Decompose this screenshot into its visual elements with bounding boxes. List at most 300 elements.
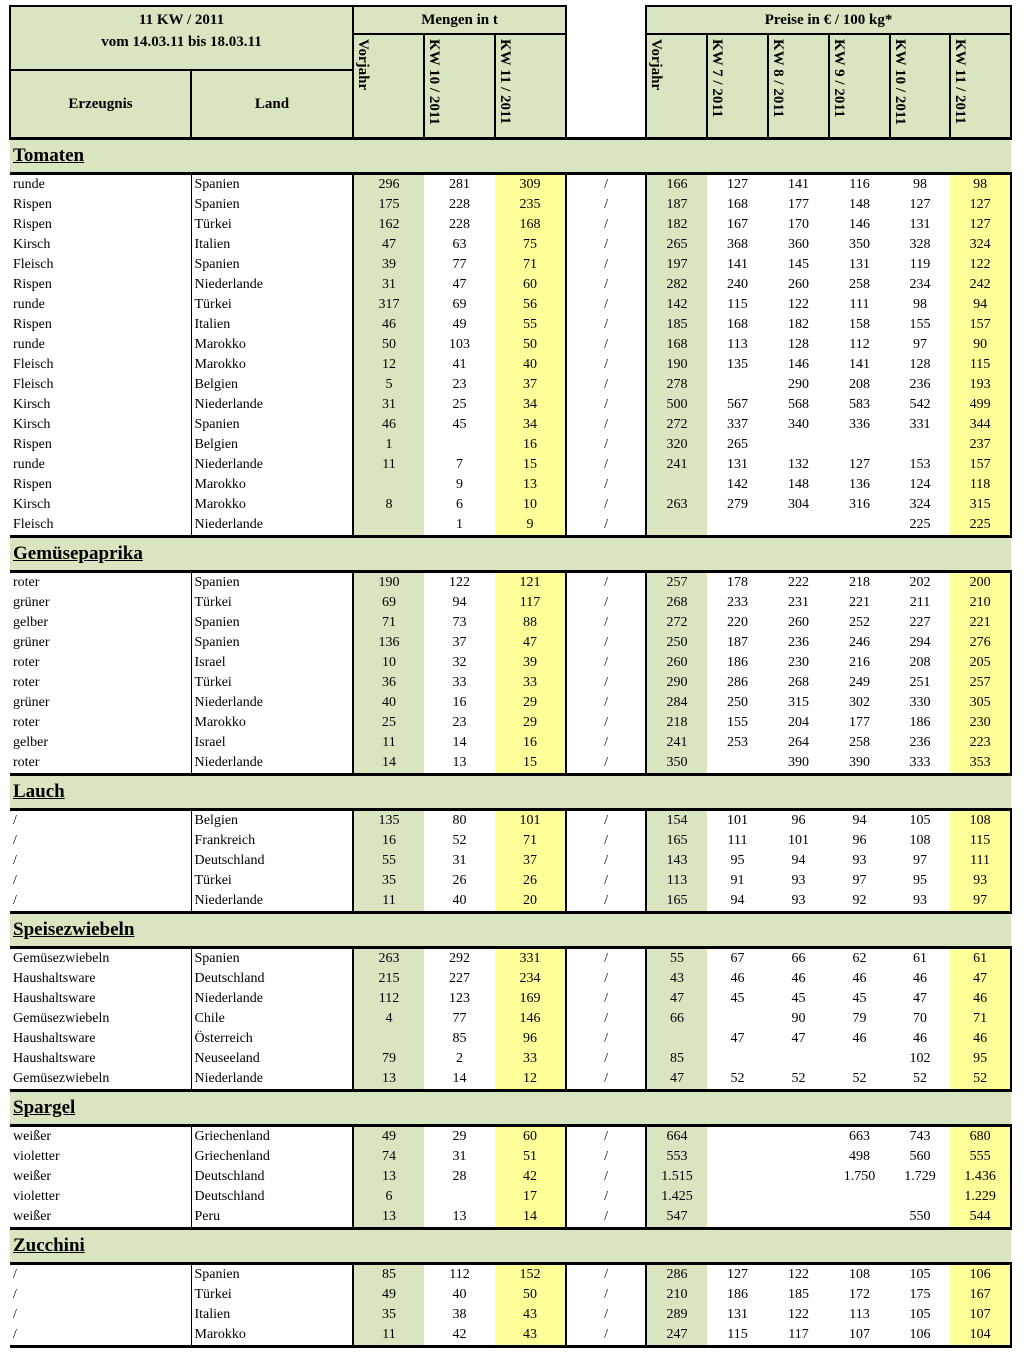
cell-preis-kw8: 132 [768, 455, 829, 475]
cell-preis-kw11: 205 [950, 653, 1011, 673]
cell-preis-vorjahr: 43 [646, 969, 707, 989]
cell-preis-kw11: 242 [950, 275, 1011, 295]
cell-menge-kw11: 50 [495, 335, 566, 355]
cell-preis-kw9: 92 [829, 891, 890, 913]
cell-menge-kw10: 63 [424, 235, 495, 255]
cell-preis-kw8: 52 [768, 1069, 829, 1091]
cell-land: Frankreich [191, 831, 353, 851]
cell-preis-kw7: 253 [707, 733, 768, 753]
cell-preis-vorjahr: 182 [646, 215, 707, 235]
cell-menge-vorjahr: 12 [353, 355, 424, 375]
table-row [10, 1147, 1011, 1167]
cell-menge-kw11: 101 [495, 810, 566, 832]
cell-menge-vorjahr: 190 [353, 572, 424, 594]
table-row [10, 295, 1011, 315]
cell-preis-kw7: 95 [707, 851, 768, 871]
mengen-col-vorjahr: Vorjahr [355, 39, 372, 91]
cell-erzeugnis: Gemüsezwiebeln [13, 1071, 110, 1086]
cell-erzeugnis: violetter [13, 1149, 60, 1164]
cell-menge-kw10: 52 [424, 831, 495, 851]
table-row [10, 195, 1011, 215]
cell-menge-vorjahr: 50 [353, 335, 424, 355]
cell-menge-vorjahr [353, 515, 424, 537]
cell-menge-kw10: 227 [424, 969, 495, 989]
preise-col-kw11: KW 11 / 2011 [952, 39, 969, 125]
cell-erzeugnis: grüner [13, 595, 50, 610]
cell-groesse: / [566, 831, 646, 851]
cell-land: Marokko [191, 713, 353, 733]
cell-menge-vorjahr: 85 [353, 1264, 424, 1286]
cell-preis-kw10: 97 [890, 335, 950, 355]
cell-preis-kw11: 167 [950, 1285, 1011, 1305]
cell-menge-vorjahr: 35 [353, 1305, 424, 1325]
cell-groesse: / [566, 753, 646, 775]
cell-preis-kw11: 157 [950, 455, 1011, 475]
cell-land: Niederlande [191, 395, 353, 415]
cell-preis-kw9: 111 [829, 295, 890, 315]
cell-preis-kw11: 111 [950, 851, 1011, 871]
cell-menge-vorjahr: 14 [353, 753, 424, 775]
cell-preis-kw11: 157 [950, 315, 1011, 335]
cell-menge-kw10: 9 [424, 475, 495, 495]
cell-preis-kw10: 155 [890, 315, 950, 335]
cell-preis-vorjahr: 1.515 [646, 1167, 707, 1187]
cell-preis-kw8: 260 [768, 613, 829, 633]
cell-erzeugnis: / [13, 893, 17, 908]
cell-menge-kw11: 75 [495, 235, 566, 255]
cell-preis-kw7: 52 [707, 1069, 768, 1091]
table-row [10, 891, 1011, 913]
table-row [10, 355, 1011, 375]
cell-preis-kw10: 46 [890, 1029, 950, 1049]
table-row [10, 215, 1011, 235]
cell-menge-kw10: 47 [424, 275, 495, 295]
cell-menge-kw10: 32 [424, 653, 495, 673]
cell-preis-kw7: 131 [707, 1305, 768, 1325]
cell-groesse: / [566, 275, 646, 295]
cell-menge-kw10: 28 [424, 1167, 495, 1187]
cell-land: Niederlande [191, 753, 353, 775]
cell-menge-kw11: 96 [495, 1029, 566, 1049]
cell-menge-kw11: 146 [495, 1009, 566, 1029]
cell-menge-vorjahr: 13 [353, 1069, 424, 1091]
cell-preis-kw9: 141 [829, 355, 890, 375]
cell-preis-kw10: 97 [890, 851, 950, 871]
cell-preis-kw10: 550 [890, 1207, 950, 1229]
cell-preis-kw11: 107 [950, 1305, 1011, 1325]
cell-erzeugnis: Rispen [13, 317, 52, 332]
cell-preis-vorjahr: 165 [646, 891, 707, 913]
cell-preis-kw9: 131 [829, 255, 890, 275]
cell-menge-vorjahr: 31 [353, 275, 424, 295]
cell-preis-kw8: 568 [768, 395, 829, 415]
cell-menge-vorjahr: 39 [353, 255, 424, 275]
cell-menge-kw10: 37 [424, 633, 495, 653]
cell-groesse: / [566, 572, 646, 594]
cell-land: Israel [191, 733, 353, 753]
cell-erzeugnis: Haushaltsware [13, 1031, 96, 1046]
cell-land: Belgien [191, 375, 353, 395]
cell-menge-kw10: 123 [424, 989, 495, 1009]
cell-erzeugnis: violetter [13, 1189, 60, 1204]
cell-preis-kw7: 142 [707, 475, 768, 495]
cell-preis-kw9: 663 [829, 1126, 890, 1148]
cell-menge-kw11: 168 [495, 215, 566, 235]
cell-preis-kw9: 208 [829, 375, 890, 395]
cell-groesse: / [566, 1029, 646, 1049]
cell-groesse: / [566, 415, 646, 435]
cell-groesse: / [566, 891, 646, 913]
table-row [10, 1207, 1011, 1229]
cell-preis-kw7: 91 [707, 871, 768, 891]
cell-preis-kw11: 223 [950, 733, 1011, 753]
cell-erzeugnis: / [13, 1307, 17, 1322]
cell-groesse: / [566, 989, 646, 1009]
cell-preis-kw9: 249 [829, 673, 890, 693]
cell-erzeugnis: Rispen [13, 217, 52, 232]
cell-preis-kw7: 286 [707, 673, 768, 693]
cell-land: Marokko [191, 495, 353, 515]
cell-preis-kw10: 236 [890, 375, 950, 395]
cell-preis-kw9: 177 [829, 713, 890, 733]
cell-menge-vorjahr: 11 [353, 455, 424, 475]
cell-menge-vorjahr: 49 [353, 1126, 424, 1148]
cell-preis-kw11: 210 [950, 593, 1011, 613]
cell-menge-kw11: 56 [495, 295, 566, 315]
cell-erzeugnis: / [13, 1327, 17, 1342]
section-spargel [10, 1091, 1011, 1229]
cell-menge-vorjahr: 46 [353, 315, 424, 335]
cell-menge-kw11: 10 [495, 495, 566, 515]
cell-land: Spanien [191, 613, 353, 633]
report-date-range: vom 14.03.11 bis 18.03.11 [10, 34, 353, 70]
table-row [10, 753, 1011, 775]
cell-menge-kw11: 29 [495, 693, 566, 713]
cell-menge-kw11: 13 [495, 475, 566, 495]
cell-groesse: / [566, 335, 646, 355]
table-row [10, 275, 1011, 295]
cell-preis-kw10 [890, 435, 950, 455]
cell-menge-kw11: 20 [495, 891, 566, 913]
cell-land: Österreich [191, 1029, 353, 1049]
cell-preis-kw10: 102 [890, 1049, 950, 1069]
cell-land: Spanien [191, 1264, 353, 1286]
cell-preis-kw9: 218 [829, 572, 890, 594]
cell-preis-kw9: 336 [829, 415, 890, 435]
cell-menge-kw10: 31 [424, 1147, 495, 1167]
cell-preis-kw7: 155 [707, 713, 768, 733]
cell-menge-vorjahr: 47 [353, 235, 424, 255]
cell-preis-kw8: 93 [768, 891, 829, 913]
cell-preis-kw7: 337 [707, 415, 768, 435]
cell-preis-kw11: 46 [950, 989, 1011, 1009]
cell-preis-kw9: 158 [829, 315, 890, 335]
cell-menge-kw10: 25 [424, 395, 495, 415]
cell-preis-kw9: 390 [829, 753, 890, 775]
cell-preis-kw10: 251 [890, 673, 950, 693]
cell-preis-vorjahr: 47 [646, 1069, 707, 1091]
cell-preis-kw10: 61 [890, 948, 950, 970]
cell-preis-kw9: 302 [829, 693, 890, 713]
cell-preis-kw9: 93 [829, 851, 890, 871]
cell-menge-kw11: 33 [495, 673, 566, 693]
cell-preis-kw9: 79 [829, 1009, 890, 1029]
cell-preis-vorjahr: 66 [646, 1009, 707, 1029]
cell-erzeugnis: / [13, 1287, 17, 1302]
cell-menge-kw10: 31 [424, 851, 495, 871]
cell-preis-kw10: 128 [890, 355, 950, 375]
cell-groesse: / [566, 948, 646, 970]
cell-preis-kw10: 175 [890, 1285, 950, 1305]
cell-menge-kw10: 103 [424, 335, 495, 355]
cell-menge-kw10: 85 [424, 1029, 495, 1049]
table-row [10, 415, 1011, 435]
cell-preis-kw8 [768, 1147, 829, 1167]
cell-land: Spanien [191, 174, 353, 196]
cell-preis-kw10: 1.729 [890, 1167, 950, 1187]
cell-preis-kw11: 122 [950, 255, 1011, 275]
section-title: Lauch [10, 775, 1011, 810]
cell-menge-vorjahr: 135 [353, 810, 424, 832]
cell-preis-kw11: 98 [950, 174, 1011, 196]
cell-preis-kw9: 1.750 [829, 1167, 890, 1187]
cell-erzeugnis: runde [13, 297, 45, 312]
cell-menge-kw10: 77 [424, 255, 495, 275]
cell-menge-kw11: 34 [495, 415, 566, 435]
cell-groesse: / [566, 1305, 646, 1325]
cell-menge-kw11: 16 [495, 435, 566, 455]
cell-preis-vorjahr: 1.425 [646, 1187, 707, 1207]
table-header [10, 6, 1011, 139]
cell-preis-kw11: 104 [950, 1325, 1011, 1347]
cell-preis-kw8: 128 [768, 335, 829, 355]
cell-land: Türkei [191, 593, 353, 613]
cell-erzeugnis: / [13, 873, 17, 888]
cell-preis-kw10: 95 [890, 871, 950, 891]
cell-preis-kw8: 260 [768, 275, 829, 295]
table-row [10, 395, 1011, 415]
cell-menge-kw10 [424, 435, 495, 455]
cell-preis-kw10: 236 [890, 733, 950, 753]
cell-menge-kw10: 6 [424, 495, 495, 515]
cell-preis-kw11: 544 [950, 1207, 1011, 1229]
cell-menge-vorjahr: 175 [353, 195, 424, 215]
cell-preis-vorjahr: 290 [646, 673, 707, 693]
cell-preis-kw11: 305 [950, 693, 1011, 713]
cell-preis-kw8 [768, 515, 829, 537]
cell-menge-kw11: 60 [495, 275, 566, 295]
cell-menge-kw10: 14 [424, 1069, 495, 1091]
cell-preis-kw9 [829, 1207, 890, 1229]
cell-land: Spanien [191, 572, 353, 594]
cell-preis-kw11: 230 [950, 713, 1011, 733]
table-row [10, 633, 1011, 653]
cell-groesse: / [566, 515, 646, 537]
cell-erzeugnis: Haushaltsware [13, 991, 96, 1006]
cell-preis-kw11: 324 [950, 235, 1011, 255]
cell-menge-kw11: 43 [495, 1325, 566, 1347]
cell-preis-kw11: 115 [950, 355, 1011, 375]
table-row [10, 1049, 1011, 1069]
cell-preis-kw7: 135 [707, 355, 768, 375]
cell-land: Griechenland [191, 1126, 353, 1148]
cell-erzeugnis: Rispen [13, 437, 52, 452]
cell-land: Deutschland [191, 1187, 353, 1207]
cell-land: Niederlande [191, 1069, 353, 1091]
cell-menge-kw10: 45 [424, 415, 495, 435]
cell-menge-kw11: 169 [495, 989, 566, 1009]
cell-menge-vorjahr: 71 [353, 613, 424, 633]
cell-menge-kw11: 40 [495, 355, 566, 375]
cell-menge-kw10: 41 [424, 355, 495, 375]
cell-preis-kw11: 97 [950, 891, 1011, 913]
cell-erzeugnis: weißer [13, 1169, 52, 1184]
cell-preis-vorjahr: 350 [646, 753, 707, 775]
cell-preis-kw11: 1.229 [950, 1187, 1011, 1207]
cell-preis-kw9 [829, 435, 890, 455]
cell-preis-kw10: 186 [890, 713, 950, 733]
cell-groesse: / [566, 495, 646, 515]
table-row [10, 1167, 1011, 1187]
cell-land: Italien [191, 235, 353, 255]
price-quantity-table [9, 5, 1012, 1348]
cell-preis-kw9: 108 [829, 1264, 890, 1286]
cell-erzeugnis: runde [13, 177, 45, 192]
cell-groesse: / [566, 235, 646, 255]
cell-preis-vorjahr: 143 [646, 851, 707, 871]
table-row [10, 1285, 1011, 1305]
cell-menge-kw11: 88 [495, 613, 566, 633]
cell-preis-kw8: 222 [768, 572, 829, 594]
cell-preis-vorjahr: 278 [646, 375, 707, 395]
cell-preis-kw10: 324 [890, 495, 950, 515]
cell-preis-kw10: 153 [890, 455, 950, 475]
cell-land: Spanien [191, 415, 353, 435]
cell-preis-vorjahr: 265 [646, 235, 707, 255]
cell-menge-vorjahr: 25 [353, 713, 424, 733]
cell-menge-vorjahr: 5 [353, 375, 424, 395]
cell-preis-kw10: 211 [890, 593, 950, 613]
cell-preis-kw8: 231 [768, 593, 829, 613]
cell-preis-kw9: 498 [829, 1147, 890, 1167]
cell-menge-kw11: 71 [495, 831, 566, 851]
cell-preis-kw10: 105 [890, 1305, 950, 1325]
cell-preis-kw8: 141 [768, 174, 829, 196]
cell-menge-kw11: 12 [495, 1069, 566, 1091]
cell-groesse: / [566, 653, 646, 673]
cell-groesse: / [566, 871, 646, 891]
table-row [10, 1069, 1011, 1091]
cell-preis-vorjahr: 250 [646, 633, 707, 653]
cell-land: Belgien [191, 435, 353, 455]
cell-groesse: / [566, 1285, 646, 1305]
cell-preis-kw7 [707, 515, 768, 537]
cell-land: Marokko [191, 335, 353, 355]
cell-preis-kw7: 186 [707, 653, 768, 673]
cell-land: Marokko [191, 1325, 353, 1347]
cell-menge-vorjahr: 11 [353, 733, 424, 753]
mengen-col-kw10: KW 10 / 2011 [426, 39, 443, 125]
cell-menge-vorjahr: 11 [353, 1325, 424, 1347]
cell-groesse: / [566, 1009, 646, 1029]
cell-preis-kw9: 46 [829, 1029, 890, 1049]
cell-menge-vorjahr: 74 [353, 1147, 424, 1167]
cell-menge-kw10: 16 [424, 693, 495, 713]
cell-preis-kw8: 315 [768, 693, 829, 713]
cell-preis-kw8: 268 [768, 673, 829, 693]
cell-preis-vorjahr: 247 [646, 1325, 707, 1347]
cell-preis-vorjahr: 197 [646, 255, 707, 275]
cell-menge-vorjahr: 136 [353, 633, 424, 653]
cell-preis-kw8: 185 [768, 1285, 829, 1305]
cell-preis-kw11: 200 [950, 572, 1011, 594]
cell-groesse: / [566, 215, 646, 235]
cell-preis-kw10: 225 [890, 515, 950, 537]
cell-menge-vorjahr: 162 [353, 215, 424, 235]
cell-menge-kw11: 33 [495, 1049, 566, 1069]
cell-preis-vorjahr: 55 [646, 948, 707, 970]
cell-preis-kw9: 246 [829, 633, 890, 653]
preise-col-kw8: KW 8 / 2011 [770, 39, 787, 118]
cell-preis-kw7 [707, 1167, 768, 1187]
cell-menge-kw10: 23 [424, 713, 495, 733]
cell-preis-vorjahr [646, 475, 707, 495]
cell-land: Israel [191, 653, 353, 673]
cell-preis-kw10: 333 [890, 753, 950, 775]
cell-preis-kw7: 101 [707, 810, 768, 832]
table-row [10, 948, 1011, 970]
cell-preis-kw11: 115 [950, 831, 1011, 851]
table-row [10, 515, 1011, 537]
cell-erzeugnis: weißer [13, 1209, 52, 1224]
cell-preis-kw7: 368 [707, 235, 768, 255]
cell-preis-kw7: 186 [707, 1285, 768, 1305]
cell-menge-kw11: 43 [495, 1305, 566, 1325]
cell-land: Niederlande [191, 891, 353, 913]
cell-preis-kw11: 1.436 [950, 1167, 1011, 1187]
cell-preis-kw9 [829, 1049, 890, 1069]
cell-preis-kw7: 567 [707, 395, 768, 415]
cell-preis-kw9: 97 [829, 871, 890, 891]
cell-preis-kw10: 98 [890, 295, 950, 315]
cell-menge-kw11: 14 [495, 1207, 566, 1229]
cell-menge-vorjahr: 215 [353, 969, 424, 989]
cell-preis-kw9: 252 [829, 613, 890, 633]
cell-preis-kw8: 117 [768, 1325, 829, 1347]
cell-menge-vorjahr: 69 [353, 593, 424, 613]
cell-preis-kw10: 234 [890, 275, 950, 295]
cell-menge-kw10: 7 [424, 455, 495, 475]
cell-menge-vorjahr: 79 [353, 1049, 424, 1069]
cell-menge-vorjahr: 263 [353, 948, 424, 970]
cell-land: Niederlande [191, 515, 353, 537]
cell-preis-kw7 [707, 375, 768, 395]
cell-preis-kw11: 94 [950, 295, 1011, 315]
cell-preis-kw7: 168 [707, 315, 768, 335]
cell-preis-kw7: 168 [707, 195, 768, 215]
cell-preis-kw11: 344 [950, 415, 1011, 435]
cell-erzeugnis: / [13, 833, 17, 848]
cell-preis-kw10: 46 [890, 969, 950, 989]
cell-menge-kw10: 14 [424, 733, 495, 753]
cell-preis-vorjahr: 320 [646, 435, 707, 455]
cell-preis-kw8: 94 [768, 851, 829, 871]
cell-menge-kw10: 29 [424, 1126, 495, 1148]
cell-erzeugnis: Kirsch [13, 497, 51, 512]
cell-preis-vorjahr: 168 [646, 335, 707, 355]
cell-preis-vorjahr: 185 [646, 315, 707, 335]
cell-preis-kw11: 93 [950, 871, 1011, 891]
